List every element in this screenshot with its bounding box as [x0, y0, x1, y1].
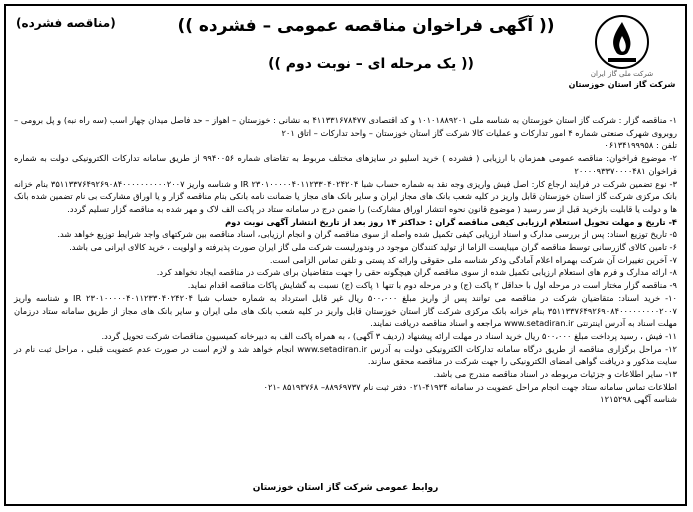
paragraph-distribution: ۵- تاریخ توزیع اسناد: پس از بررسی مدارک و اسناد ارزیابی کیفی تکمیل شده واصله از سوی مناقصه گران و انجام ارزیابی، اسناد مناقصه بین شرکتهای واجد شرایط توزیع خواهد شد.	[57, 229, 677, 240]
company-logo	[567, 14, 677, 110]
paragraph-other: ۱۳- سایر اطلاعات و جزئیات مربوطه در اسناد مناقصه مندرج می باشد.	[433, 369, 677, 380]
notice-tag: (مناقصه فشرده)	[16, 16, 116, 30]
paragraph-guarantee: ۳- نوع تضمین شرکت در فرایند ارجاع کار: اصل فیش واریزی وجه نقد به شماره حساب شبا IR ۲۳۰۱۰۰۰۰۰۴۰۱۱۲۳۳۰۴۰۲۴۲۰۴ و شناسه واریز ۳۵۱۱۳۳۷۶۴۹۲۶۹۰۸۴۰۰۰۰۰۰۰۰۰۰۲۰۰۷ بنام خزانه بانک مرکزی شرکت گاز استان خوزستان قابل واریز در کلیه شعب بانک های مجاز ایران و سایر بانک های مجاز یا ضمانت نامه بانکی بنام مناقصه گزار و یا اوراق مشارکت بی نام تضمین شده بانک ها و دولت یا قابلیت بازخرید قبل از سر رسید ( موضوع قانون نحوه انتشار اوراق مشارکت) را ضمن درج در سامانه ستاد در پاکت الف لاک و مهر شده به مناقصه گزار تسلیم گردد.	[14, 178, 677, 214]
notice-body	[14, 114, 677, 406]
paragraph-purchase: ۱۰- خرید اسناد: متقاضیان شرکت در مناقصه می توانند پس از واریز مبلغ ۵۰۰،۰۰۰ ریال غیر قابل استرداد به شماره حساب شبا IR ۲۳۰۱۰۰۰۰۰۴۰۱۱۲۳۳۰۴۰۲۴۲۰۴ و شناسه واریز ۳۵۱۱۳۳۷۶۴۹۲۶۹۰۸۴۰۰۰۰۰۰۰۰۰۲۰۰۷ بنام خزانه بانک مرکزی شرکت گاز استان خوزستان قابل واریز در کلیه شعب بانک های ملی ایران و سایر بانک های مجاز از طریق سامانه ستاد درزمان مهلت اسناد به آدرس اینترنتی www.setadiran.ir مراجعه و اسناد مناقصه دریافت نمایند.	[14, 292, 677, 329]
paragraph-supply: ۶- تامین کالای گازرسانی توسط مناقصه گران میبایست الزاما از تولید کنندگان موجود در وندورلیست شرکت ملی گاز ایران صورت پذیرفته و اولویت ، خرید کالای ایرانی می باشد.	[69, 242, 677, 253]
paragraph-tenderer: ۱- مناقصه گزار : شرکت گاز استان خوزستان به شناسه ملی ۱۰۱۰۱۸۸۹۲۰۱ و کد اقتصادی ۴۱۱۳۳۱۶۷۸۴۷۷ به نشانی : خوزستان – اهواز – حد فاصل میدان چهار اسب (سه راه نبه) و پل برومی – روبروی شهرک صنعتی شماره ۴ امور تدارکات و عملیات کالا شرکت گاز استان خوزستان – واحد تدارکات – اتاق ۲۰۱	[14, 115, 677, 138]
paragraph-changes: ۷- آخرین تغییرات آن شرکت بهمراه اعلام آمادگی وذکر شناسه ملی حقوقی وارائه کد پستی و تلفن تماس الزامی است.	[269, 254, 677, 265]
public-relations-signature: روابط عمومی شرکت گاز استان خوزستان	[252, 483, 439, 493]
notice-subtitle: (( یک مرحله ای – نوبت دوم ))	[268, 56, 474, 72]
paragraph-portal: ۱۲- مراحل برگزاری مناقصه از طریق درگاه سامانه تدارکات الکترونیکی دولت به آدرس www.setadiran.ir انجام خواهد شد و لازم است در صورت عدم عضویت قبلی ، مراحل ثبت نام در سایت مذکور و دریافت گواهی امضای الکترونیکی را جهت شرکت در مناقصه محقق سازند.	[14, 343, 677, 367]
paragraph-documents: ۸- ارائه مدارک و فرم های استعلام ارزیابی تکمیل شده از سوی مناقصه گران هیچگونه حقی را جهت متقاضیان برای شرکت در مناقصه ایجاد نخواهد کرد.	[156, 267, 677, 278]
logo-text: شرکت گاز استان خوزستان	[568, 80, 676, 89]
paragraph-subject: ۲- موضوع فراخوان: مناقصه عمومی همزمان با ارزیابی ( فشرده ) خرید اسلیو در سایزهای مختلف مربوط به تقاضای شماره ۹۹۴۰۰۵۶ از طریق سامانه تدارکات الکترونیکی دولت به شماره فراخوان ۲۰۰۰۰۹۳۳۷۰۰۰۰۴۸۱	[14, 153, 677, 176]
paragraph-receipt: ۱۱- فیش ، رسید پرداخت مبلغ ۵۰۰،۰۰۰ ریال خرید اسناد در مهلت ارائه پیشنهاد (ردیف ۳ آگهی) ، به همراه پاکت الف به دبیرخانه کمیسیون مناقصات شرکت تحویل گردد.	[101, 330, 677, 341]
notice-title: (( آگهی فراخوان مناقصه عمومی – فشرده ))	[177, 16, 555, 36]
logo-subtext: شرکت ملی گاز ایران	[590, 70, 654, 78]
paragraph-phone: تلفن : ۰۶۱۳۴۱۹۹۹۵۸	[604, 140, 677, 151]
paragraph-contact: اطلاعات تماس سامانه ستاد جهت انجام مراحل عضویت در سامانه ۴۱۹۳۴-۰۲۱ دفتر ثبت نام ۸۸۹۶۹۷۳۷– ۸۵۱۹۳۷۶۸ -۰۲۱	[263, 381, 677, 392]
paragraph-opening: ۹- مناقصه گزار مختار است در مرحله اول با حداقل ۲ پاکت (ج) و در مرحله دوم با تنها ۱ پاکت (ج) نسبت به گشایش پاکات مناقصه اقدام نماید.	[187, 280, 677, 291]
notice-header	[6, 6, 685, 116]
paragraph-deadline: ۴- تاریخ و مهلت تحویل استعلام ارزیابی کیفی مناقصه گران : حداکثر ۱۴ روز بعد از تاریخ انتشار آگهی نوبت دوم	[225, 216, 677, 227]
notice-frame	[4, 4, 687, 506]
gas-flame-icon	[594, 14, 650, 70]
paragraph-notice-id: شناسه آگهی ۱۲۱۵۲۹۸	[600, 394, 677, 405]
